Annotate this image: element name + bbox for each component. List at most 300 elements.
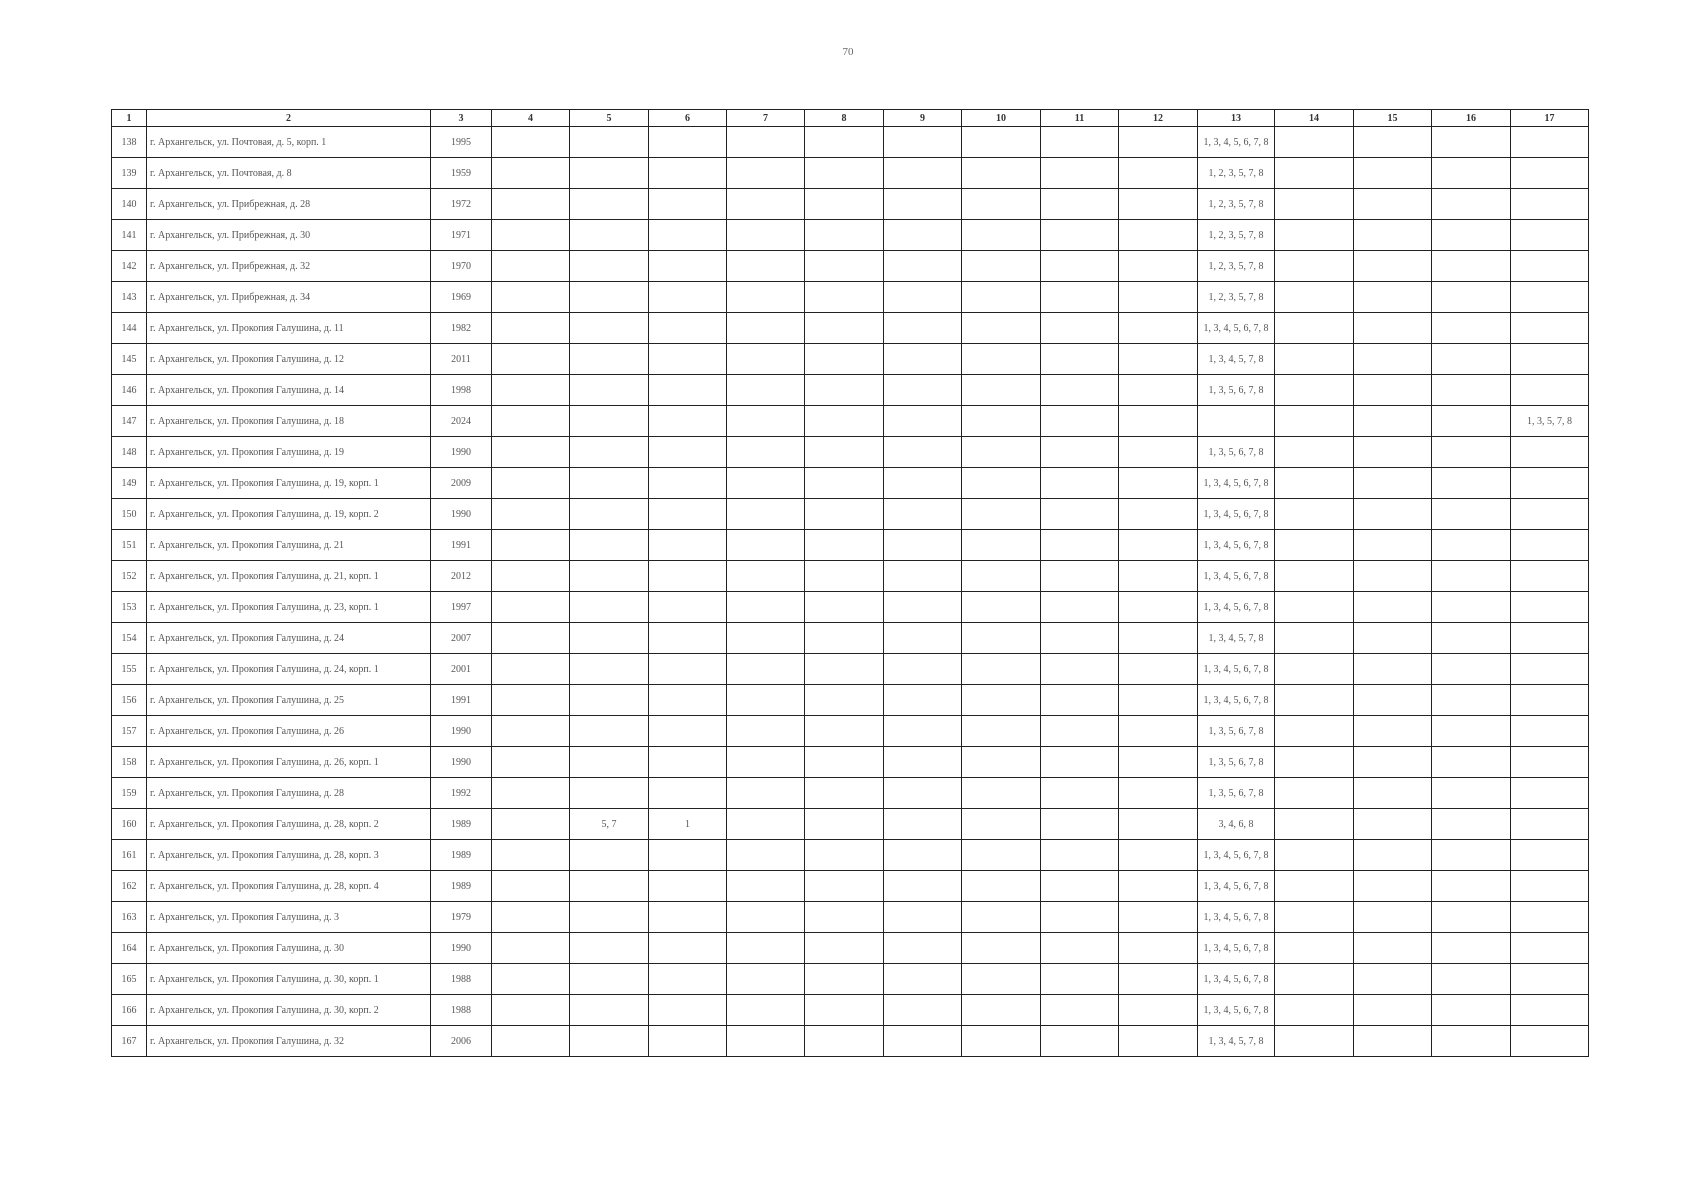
row-number-cell: 148: [112, 437, 147, 468]
column-14-cell: [1275, 561, 1354, 592]
column-17-cell: [1511, 995, 1589, 1026]
column-13-cell: 1, 3, 4, 5, 7, 8: [1198, 344, 1275, 375]
column-17-cell: [1511, 623, 1589, 654]
column-14-cell: [1275, 189, 1354, 220]
column-15-cell: [1354, 964, 1432, 995]
column-5-cell: [570, 127, 649, 158]
address-cell: г. Архангельск, ул. Прокопия Галушина, д. 24: [147, 623, 431, 654]
column-9-cell: [884, 251, 962, 282]
column-5-cell: [570, 902, 649, 933]
column-6-cell: [649, 313, 727, 344]
column-4-cell: [492, 251, 570, 282]
table-row: [112, 809, 1589, 840]
column-5-cell: [570, 995, 649, 1026]
column-15-cell: [1354, 344, 1432, 375]
column-17-cell: [1511, 344, 1589, 375]
column-11-cell: [1041, 685, 1119, 716]
address-cell: г. Архангельск, ул. Прокопия Галушина, д. 19: [147, 437, 431, 468]
address-cell: г. Архангельск, ул. Прокопия Галушина, д. 21: [147, 530, 431, 561]
column-15-cell: [1354, 313, 1432, 344]
column-10-cell: [962, 685, 1041, 716]
column-8-cell: [805, 158, 884, 189]
year-cell: 1970: [431, 251, 492, 282]
column-8-cell: [805, 778, 884, 809]
column-6-cell: [649, 592, 727, 623]
column-4-cell: [492, 778, 570, 809]
column-9-cell: [884, 1026, 962, 1057]
column-header-5: 5: [570, 110, 649, 127]
column-11-cell: [1041, 158, 1119, 189]
address-cell: г. Архангельск, ул. Прибрежная, д. 34: [147, 282, 431, 313]
column-8-cell: [805, 375, 884, 406]
column-8-cell: [805, 654, 884, 685]
column-4-cell: [492, 964, 570, 995]
column-9-cell: [884, 623, 962, 654]
column-6-cell: [649, 189, 727, 220]
column-5-cell: [570, 437, 649, 468]
column-14-cell: [1275, 902, 1354, 933]
column-17-cell: [1511, 685, 1589, 716]
address-cell: г. Архангельск, ул. Прокопия Галушина, д. 18: [147, 406, 431, 437]
column-13-cell: 1, 3, 4, 5, 6, 7, 8: [1198, 902, 1275, 933]
column-4-cell: [492, 375, 570, 406]
column-15-cell: [1354, 685, 1432, 716]
column-9-cell: [884, 654, 962, 685]
column-17-cell: [1511, 499, 1589, 530]
column-16-cell: [1432, 964, 1511, 995]
column-14-cell: [1275, 592, 1354, 623]
column-9-cell: [884, 778, 962, 809]
column-4-cell: [492, 840, 570, 871]
column-10-cell: [962, 344, 1041, 375]
column-11-cell: [1041, 344, 1119, 375]
row-number-cell: 140: [112, 189, 147, 220]
column-11-cell: [1041, 406, 1119, 437]
column-6-cell: [649, 220, 727, 251]
address-cell: г. Архангельск, ул. Прокопия Галушина, д. 26, корп. 1: [147, 747, 431, 778]
column-10-cell: [962, 592, 1041, 623]
column-8-cell: [805, 840, 884, 871]
table-row: [112, 189, 1589, 220]
year-cell: 1989: [431, 871, 492, 902]
column-6-cell: [649, 716, 727, 747]
column-4-cell: [492, 530, 570, 561]
column-9-cell: [884, 127, 962, 158]
column-7-cell: [727, 933, 805, 964]
column-14-cell: [1275, 375, 1354, 406]
address-cell: г. Архангельск, ул. Прокопия Галушина, д. 28, корп. 4: [147, 871, 431, 902]
column-7-cell: [727, 995, 805, 1026]
column-15-cell: [1354, 282, 1432, 313]
column-9-cell: [884, 902, 962, 933]
address-cell: г. Архангельск, ул. Прокопия Галушина, д. 23, корп. 1: [147, 592, 431, 623]
column-15-cell: [1354, 654, 1432, 685]
column-14-cell: [1275, 1026, 1354, 1057]
column-8-cell: [805, 251, 884, 282]
column-9-cell: [884, 313, 962, 344]
year-cell: 2009: [431, 468, 492, 499]
column-10-cell: [962, 623, 1041, 654]
column-14-cell: [1275, 654, 1354, 685]
column-12-cell: [1119, 375, 1198, 406]
column-16-cell: [1432, 840, 1511, 871]
row-number-cell: 154: [112, 623, 147, 654]
column-6-cell: [649, 964, 727, 995]
column-13-cell: 1, 3, 5, 6, 7, 8: [1198, 437, 1275, 468]
column-4-cell: [492, 127, 570, 158]
table-row: [112, 685, 1589, 716]
table-row: [112, 592, 1589, 623]
column-17-cell: 1, 3, 5, 7, 8: [1511, 406, 1589, 437]
row-number-cell: 144: [112, 313, 147, 344]
column-7-cell: [727, 282, 805, 313]
column-9-cell: [884, 220, 962, 251]
column-9-cell: [884, 406, 962, 437]
column-15-cell: [1354, 530, 1432, 561]
column-15-cell: [1354, 623, 1432, 654]
address-cell: г. Архангельск, ул. Прибрежная, д. 30: [147, 220, 431, 251]
column-4-cell: [492, 809, 570, 840]
column-7-cell: [727, 871, 805, 902]
column-7-cell: [727, 344, 805, 375]
table-row: [112, 964, 1589, 995]
column-11-cell: [1041, 189, 1119, 220]
column-13-cell: 1, 3, 4, 5, 6, 7, 8: [1198, 468, 1275, 499]
column-5-cell: [570, 251, 649, 282]
column-8-cell: [805, 282, 884, 313]
column-4-cell: [492, 561, 570, 592]
column-8-cell: [805, 313, 884, 344]
column-10-cell: [962, 933, 1041, 964]
column-6-cell: [649, 530, 727, 561]
year-cell: 1989: [431, 840, 492, 871]
column-7-cell: [727, 437, 805, 468]
column-6-cell: 1: [649, 809, 727, 840]
column-4-cell: [492, 437, 570, 468]
column-13-cell: 1, 3, 4, 5, 6, 7, 8: [1198, 499, 1275, 530]
year-cell: 2007: [431, 623, 492, 654]
column-7-cell: [727, 902, 805, 933]
column-11-cell: [1041, 375, 1119, 406]
column-12-cell: [1119, 654, 1198, 685]
table-header-row: [112, 110, 1589, 127]
address-cell: г. Архангельск, ул. Прокопия Галушина, д. 30: [147, 933, 431, 964]
column-4-cell: [492, 716, 570, 747]
address-cell: г. Архангельск, ул. Прокопия Галушина, д. 3: [147, 902, 431, 933]
column-7-cell: [727, 747, 805, 778]
column-7-cell: [727, 158, 805, 189]
column-10-cell: [962, 809, 1041, 840]
column-9-cell: [884, 561, 962, 592]
column-12-cell: [1119, 902, 1198, 933]
address-cell: г. Архангельск, ул. Прокопия Галушина, д. 28: [147, 778, 431, 809]
column-8-cell: [805, 716, 884, 747]
column-9-cell: [884, 468, 962, 499]
column-14-cell: [1275, 344, 1354, 375]
column-4-cell: [492, 189, 570, 220]
column-9-cell: [884, 809, 962, 840]
column-14-cell: [1275, 282, 1354, 313]
column-7-cell: [727, 561, 805, 592]
year-cell: 1998: [431, 375, 492, 406]
column-12-cell: [1119, 530, 1198, 561]
address-cell: г. Архангельск, ул. Прокопия Галушина, д. 11: [147, 313, 431, 344]
column-14-cell: [1275, 716, 1354, 747]
column-16-cell: [1432, 468, 1511, 499]
column-8-cell: [805, 344, 884, 375]
column-16-cell: [1432, 313, 1511, 344]
column-8-cell: [805, 809, 884, 840]
column-4-cell: [492, 685, 570, 716]
row-number-cell: 153: [112, 592, 147, 623]
row-number-cell: 158: [112, 747, 147, 778]
column-11-cell: [1041, 747, 1119, 778]
address-cell: г. Архангельск, ул. Прокопия Галушина, д. 25: [147, 685, 431, 716]
column-4-cell: [492, 313, 570, 344]
column-11-cell: [1041, 995, 1119, 1026]
year-cell: 1971: [431, 220, 492, 251]
column-11-cell: [1041, 716, 1119, 747]
column-9-cell: [884, 592, 962, 623]
row-number-cell: 152: [112, 561, 147, 592]
column-10-cell: [962, 468, 1041, 499]
column-14-cell: [1275, 158, 1354, 189]
column-17-cell: [1511, 282, 1589, 313]
column-5-cell: [570, 375, 649, 406]
column-10-cell: [962, 1026, 1041, 1057]
column-13-cell: 1, 3, 4, 5, 6, 7, 8: [1198, 530, 1275, 561]
table-row: [112, 344, 1589, 375]
column-11-cell: [1041, 220, 1119, 251]
column-9-cell: [884, 871, 962, 902]
column-13-cell: 1, 2, 3, 5, 7, 8: [1198, 220, 1275, 251]
row-number-cell: 142: [112, 251, 147, 282]
column-7-cell: [727, 220, 805, 251]
column-16-cell: [1432, 220, 1511, 251]
column-13-cell: 1, 3, 4, 5, 6, 7, 8: [1198, 127, 1275, 158]
column-14-cell: [1275, 499, 1354, 530]
address-cell: г. Архангельск, ул. Прибрежная, д. 28: [147, 189, 431, 220]
column-16-cell: [1432, 561, 1511, 592]
column-8-cell: [805, 468, 884, 499]
column-11-cell: [1041, 623, 1119, 654]
column-12-cell: [1119, 406, 1198, 437]
column-17-cell: [1511, 189, 1589, 220]
column-10-cell: [962, 499, 1041, 530]
column-14-cell: [1275, 685, 1354, 716]
column-13-cell: 1, 3, 4, 5, 6, 7, 8: [1198, 313, 1275, 344]
column-5-cell: [570, 530, 649, 561]
row-number-cell: 159: [112, 778, 147, 809]
column-header-16: 16: [1432, 110, 1511, 127]
column-12-cell: [1119, 437, 1198, 468]
column-header-7: 7: [727, 110, 805, 127]
column-11-cell: [1041, 530, 1119, 561]
column-13-cell: 1, 3, 5, 6, 7, 8: [1198, 375, 1275, 406]
column-16-cell: [1432, 623, 1511, 654]
column-16-cell: [1432, 189, 1511, 220]
column-17-cell: [1511, 716, 1589, 747]
column-11-cell: [1041, 561, 1119, 592]
column-17-cell: [1511, 127, 1589, 158]
column-4-cell: [492, 1026, 570, 1057]
column-5-cell: [570, 623, 649, 654]
table-row: [112, 623, 1589, 654]
column-12-cell: [1119, 158, 1198, 189]
column-5-cell: [570, 747, 649, 778]
column-17-cell: [1511, 220, 1589, 251]
column-16-cell: [1432, 344, 1511, 375]
column-14-cell: [1275, 871, 1354, 902]
column-13-cell: 1, 3, 4, 5, 6, 7, 8: [1198, 840, 1275, 871]
column-5-cell: [570, 189, 649, 220]
table-row: [112, 1026, 1589, 1057]
column-5-cell: [570, 282, 649, 313]
column-5-cell: [570, 964, 649, 995]
column-10-cell: [962, 902, 1041, 933]
address-cell: г. Архангельск, ул. Прокопия Галушина, д. 28, корп. 2: [147, 809, 431, 840]
column-11-cell: [1041, 778, 1119, 809]
column-11-cell: [1041, 840, 1119, 871]
column-12-cell: [1119, 282, 1198, 313]
column-16-cell: [1432, 747, 1511, 778]
row-number-cell: 151: [112, 530, 147, 561]
column-13-cell: 1, 2, 3, 5, 7, 8: [1198, 251, 1275, 282]
column-11-cell: [1041, 592, 1119, 623]
column-11-cell: [1041, 871, 1119, 902]
table-row: [112, 127, 1589, 158]
column-16-cell: [1432, 282, 1511, 313]
column-5-cell: [570, 716, 649, 747]
column-12-cell: [1119, 871, 1198, 902]
column-13-cell: 1, 3, 4, 5, 6, 7, 8: [1198, 871, 1275, 902]
column-8-cell: [805, 437, 884, 468]
year-cell: 2006: [431, 1026, 492, 1057]
column-11-cell: [1041, 902, 1119, 933]
column-14-cell: [1275, 220, 1354, 251]
column-header-17: 17: [1511, 110, 1589, 127]
housing-table: [111, 109, 1589, 1057]
column-13-cell: 1, 3, 4, 5, 6, 7, 8: [1198, 995, 1275, 1026]
year-cell: 2011: [431, 344, 492, 375]
column-14-cell: [1275, 995, 1354, 1026]
column-4-cell: [492, 871, 570, 902]
column-5-cell: 5, 7: [570, 809, 649, 840]
column-4-cell: [492, 623, 570, 654]
column-16-cell: [1432, 1026, 1511, 1057]
column-6-cell: [649, 623, 727, 654]
year-cell: 1989: [431, 809, 492, 840]
column-12-cell: [1119, 778, 1198, 809]
row-number-cell: 138: [112, 127, 147, 158]
address-cell: г. Архангельск, ул. Прокопия Галушина, д. 28, корп. 3: [147, 840, 431, 871]
row-number-cell: 147: [112, 406, 147, 437]
column-14-cell: [1275, 530, 1354, 561]
address-cell: г. Архангельск, ул. Прокопия Галушина, д. 30, корп. 1: [147, 964, 431, 995]
column-15-cell: [1354, 220, 1432, 251]
column-14-cell: [1275, 468, 1354, 499]
column-7-cell: [727, 623, 805, 654]
year-cell: 2001: [431, 654, 492, 685]
column-13-cell: 1, 3, 4, 5, 7, 8: [1198, 623, 1275, 654]
column-6-cell: [649, 499, 727, 530]
column-12-cell: [1119, 995, 1198, 1026]
row-number-cell: 141: [112, 220, 147, 251]
year-cell: 1991: [431, 530, 492, 561]
year-cell: 1990: [431, 437, 492, 468]
column-6-cell: [649, 654, 727, 685]
column-14-cell: [1275, 313, 1354, 344]
year-cell: 1990: [431, 933, 492, 964]
column-10-cell: [962, 437, 1041, 468]
column-5-cell: [570, 1026, 649, 1057]
column-13-cell: 1, 3, 4, 5, 6, 7, 8: [1198, 561, 1275, 592]
year-cell: 2012: [431, 561, 492, 592]
column-12-cell: [1119, 344, 1198, 375]
column-13-cell: [1198, 406, 1275, 437]
column-12-cell: [1119, 189, 1198, 220]
table-row: [112, 840, 1589, 871]
column-12-cell: [1119, 809, 1198, 840]
column-15-cell: [1354, 716, 1432, 747]
column-5-cell: [570, 592, 649, 623]
column-6-cell: [649, 1026, 727, 1057]
row-number-cell: 156: [112, 685, 147, 716]
column-11-cell: [1041, 251, 1119, 282]
column-6-cell: [649, 437, 727, 468]
column-11-cell: [1041, 964, 1119, 995]
address-cell: г. Архангельск, ул. Прокопия Галушина, д. 30, корп. 2: [147, 995, 431, 1026]
column-7-cell: [727, 1026, 805, 1057]
column-12-cell: [1119, 561, 1198, 592]
column-9-cell: [884, 964, 962, 995]
column-16-cell: [1432, 778, 1511, 809]
column-7-cell: [727, 809, 805, 840]
column-7-cell: [727, 685, 805, 716]
column-10-cell: [962, 561, 1041, 592]
column-15-cell: [1354, 499, 1432, 530]
row-number-cell: 155: [112, 654, 147, 685]
column-17-cell: [1511, 902, 1589, 933]
column-4-cell: [492, 933, 570, 964]
column-12-cell: [1119, 716, 1198, 747]
table-row: [112, 530, 1589, 561]
column-5-cell: [570, 933, 649, 964]
column-15-cell: [1354, 189, 1432, 220]
column-17-cell: [1511, 375, 1589, 406]
column-header-9: 9: [884, 110, 962, 127]
year-cell: 1990: [431, 747, 492, 778]
column-4-cell: [492, 468, 570, 499]
column-6-cell: [649, 468, 727, 499]
column-15-cell: [1354, 437, 1432, 468]
address-cell: г. Архангельск, ул. Прокопия Галушина, д. 26: [147, 716, 431, 747]
column-11-cell: [1041, 282, 1119, 313]
table-row: [112, 406, 1589, 437]
table-row: [112, 158, 1589, 189]
column-15-cell: [1354, 840, 1432, 871]
column-12-cell: [1119, 964, 1198, 995]
column-14-cell: [1275, 809, 1354, 840]
column-8-cell: [805, 685, 884, 716]
column-12-cell: [1119, 623, 1198, 654]
column-15-cell: [1354, 592, 1432, 623]
table-row: [112, 716, 1589, 747]
address-cell: г. Архангельск, ул. Прибрежная, д. 32: [147, 251, 431, 282]
column-11-cell: [1041, 468, 1119, 499]
column-6-cell: [649, 406, 727, 437]
table-row: [112, 778, 1589, 809]
